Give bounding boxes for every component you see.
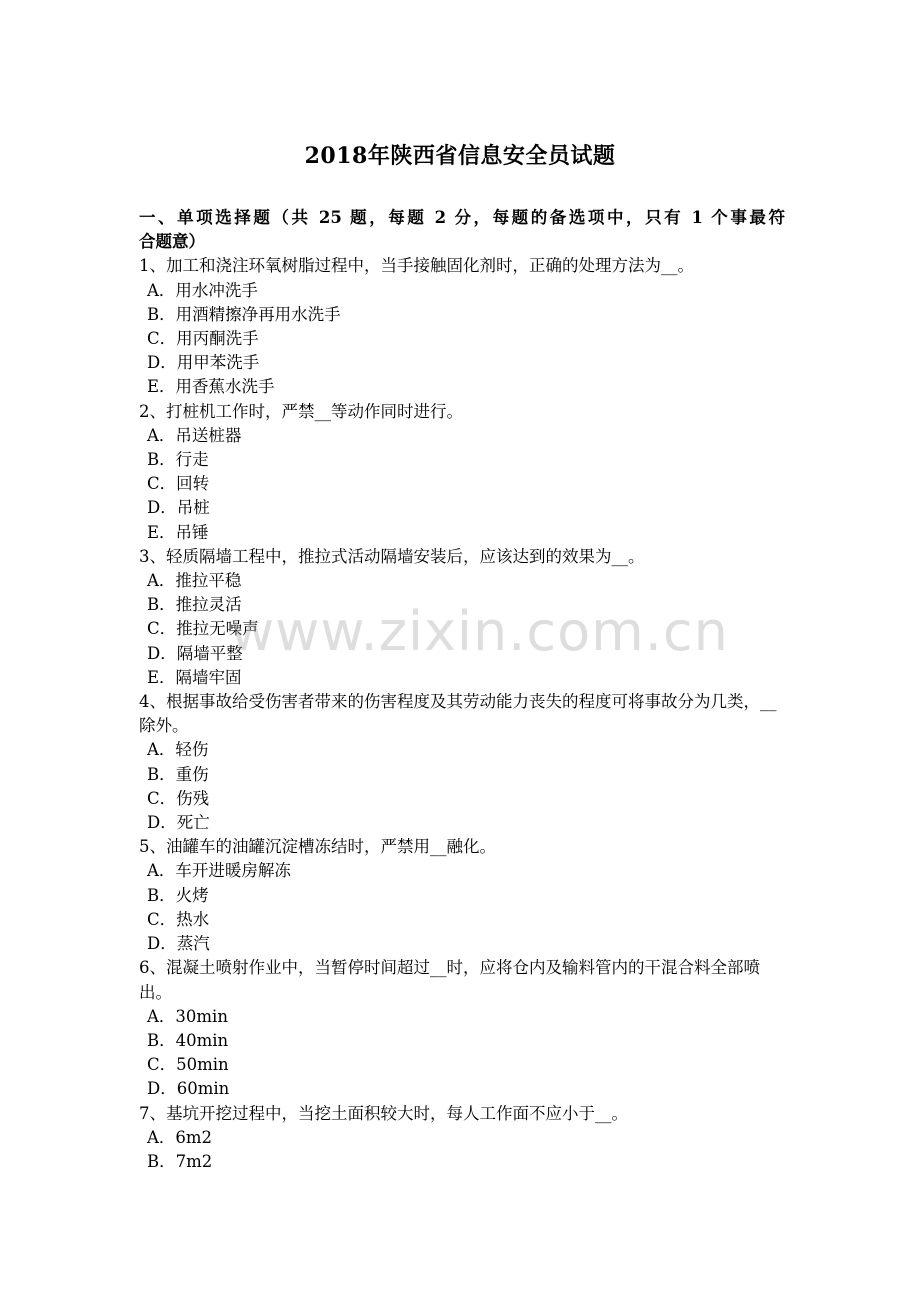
- option-c: C．推拉无噪声: [147, 619, 259, 639]
- option-a: A．6m2: [147, 1127, 213, 1147]
- option-b: B．推拉灵活: [147, 595, 242, 615]
- option-c: C．热水: [147, 909, 210, 929]
- question-block-3: [139, 545, 785, 690]
- option-d: D．用甲苯洗手: [147, 353, 260, 373]
- option-e: E．隔墙牢固: [147, 667, 242, 687]
- section-heading: [139, 206, 785, 254]
- option-c: C．回转: [147, 474, 210, 494]
- question-block-5: [139, 835, 785, 956]
- option-a: A．30min: [147, 1006, 228, 1026]
- option-b: B．重伤: [147, 764, 209, 784]
- question-text: 1、加工和浇注环氧树脂过程中，当手接触固化剂时，正确的处理方法为__。: [139, 256, 694, 276]
- section-heading-line2: 合题意）: [139, 232, 205, 252]
- section-heading-line1: 一、单项选择题（共 25 题，每题 2 分，每题的备选项中，只有 1 个事最符: [139, 208, 785, 227]
- question-block-4: [139, 690, 785, 835]
- option-e: E．吊锤: [147, 522, 209, 542]
- option-d: D．蒸汽: [147, 934, 210, 954]
- option-b: B．7m2: [147, 1151, 213, 1171]
- option-a: A．轻伤: [147, 740, 209, 760]
- watermark: www.zixin.com.cn: [230, 600, 729, 663]
- option-a: A．车开进暖房解冻: [147, 861, 291, 881]
- option-d: D．吊桩: [147, 498, 210, 518]
- option-a: A．用水冲洗手: [147, 280, 258, 300]
- question-block-2: [139, 400, 785, 545]
- question-text: 4、根据事故给受伤害者带来的伤害程度及其劳动能力丧失的程度可将事故分为几类，__除外。: [139, 692, 777, 736]
- question-text: 2、打桩机工作时，严禁__等动作同时进行。: [139, 401, 463, 421]
- option-b: B．火烤: [147, 885, 209, 905]
- question-block-1: [139, 254, 785, 399]
- option-d: D．60min: [147, 1079, 230, 1099]
- option-c: C．伤残: [147, 788, 210, 808]
- question-block-6: [139, 956, 785, 1101]
- option-d: D．死亡: [147, 813, 210, 833]
- option-c: C．50min: [147, 1055, 229, 1075]
- document-title: 2018年陕西省信息安全员试题: [304, 143, 616, 169]
- option-b: B．用酒精擦净再用水洗手: [147, 304, 341, 324]
- question-block-7: [139, 1102, 785, 1175]
- document-body: [139, 206, 785, 1174]
- option-c: C．用丙酮洗手: [147, 329, 259, 349]
- option-a: A．推拉平稳: [147, 571, 242, 591]
- question-text: 7、基坑开挖过程中，当挖土面积较大时，每人工作面不应小于__。: [139, 1103, 628, 1123]
- option-b: B．40min: [147, 1030, 229, 1050]
- question-text: 6、混凝土喷射作业中，当暂停时间超过__时，应将仓内及输料管内的干混合料全部喷出。: [139, 958, 760, 1002]
- question-text: 3、轻质隔墙工程中，推拉式活动隔墙安装后，应该达到的效果为__。: [139, 546, 645, 566]
- option-e: E．用香蕉水洗手: [147, 377, 275, 397]
- option-d: D．隔墙平整: [147, 643, 243, 663]
- question-text: 5、油罐车的油罐沉淀槽冻结时，严禁用__融化。: [139, 837, 496, 857]
- option-b: B．行走: [147, 450, 209, 470]
- option-a: A．吊送桩器: [147, 425, 242, 445]
